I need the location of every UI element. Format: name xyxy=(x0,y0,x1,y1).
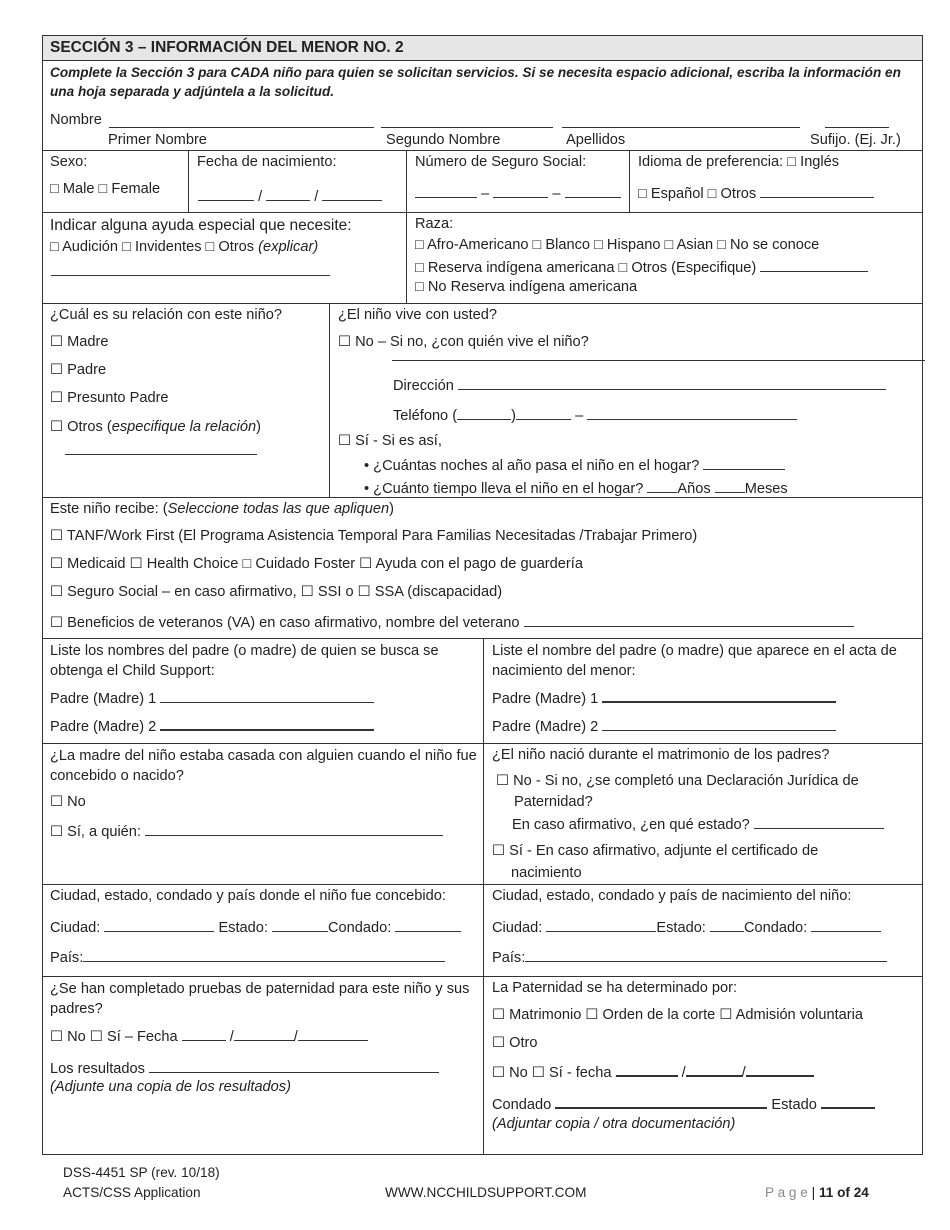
veteran-name-field[interactable] xyxy=(524,612,854,627)
born-marriage-question: ¿El niño nació durante el matrimonio de los padres? xyxy=(492,747,830,763)
race-options-3[interactable]: □ No Reserva indígena americana xyxy=(415,279,638,295)
mother-married-no[interactable]: ☐ No xyxy=(50,794,86,810)
conceived-cell xyxy=(43,885,483,976)
parents-birth-2-field[interactable] xyxy=(602,716,836,731)
born-marriage-state-field[interactable] xyxy=(754,814,884,829)
benefits-label: Este niño recibe: (Seleccione todas las que apliquen) xyxy=(50,501,395,517)
footer-website: WWW.NCCHILDSUPPORT.COM xyxy=(385,1185,587,1200)
marriage-row xyxy=(43,743,922,884)
time-in-home: • ¿Cuánto tiempo lleva el niño en el hogar? Años Meses xyxy=(364,478,788,498)
conceived-country: País: xyxy=(50,947,445,967)
race-cell xyxy=(406,213,922,303)
footer-form-id: DSS-4451 SP (rev. 10/18) xyxy=(63,1165,220,1180)
ssn-label: Número de Seguro Social: xyxy=(415,154,587,170)
parents-row xyxy=(43,638,922,743)
born-cell xyxy=(483,885,922,976)
demographics-row xyxy=(43,150,922,212)
paternity-tests-question: ¿Se han completado pruebas de paternidad para este niño y sus padres? xyxy=(50,981,470,1017)
relationship-putative-father[interactable]: ☐ Presunto Padre xyxy=(50,390,169,406)
section-3-form xyxy=(42,35,923,1155)
relationship-mother[interactable]: ☐ Madre xyxy=(50,334,109,350)
footer-app-name: ACTS/CSS Application xyxy=(63,1185,201,1200)
born-country: País: xyxy=(492,947,887,967)
paternity-determined-cell xyxy=(483,977,922,1154)
name-label: Nombre xyxy=(50,112,102,128)
special-help-cell xyxy=(43,213,406,303)
benefit-social-security[interactable]: ☐ Seguro Social – en caso afirmativo, ☐ SSI o ☐ SSA (discapacidad) xyxy=(50,584,503,600)
nights-per-year: • ¿Cuántas noches al año pasa el niño en el hogar? xyxy=(364,455,785,475)
ssn-cell xyxy=(406,151,629,212)
benefit-veterans[interactable]: ☐ Beneficios de veteranos (VA) en caso afirmativo, nombre del veterano xyxy=(50,612,854,632)
lives-with-phone: Teléfono ( ) – xyxy=(393,405,797,425)
paternity-determined-date[interactable]: ☐ No ☐ Sí - fecha / / xyxy=(492,1062,814,1082)
mother-married-yes[interactable]: ☐ Sí, a quién: xyxy=(50,821,443,841)
relationship-other-field[interactable] xyxy=(65,454,257,455)
ssn-field[interactable]: – – xyxy=(415,183,621,203)
sex-label: Sexo: xyxy=(50,154,88,170)
suffix-caption: Sufijo. (Ej. Jr.) xyxy=(810,132,901,148)
mother-married-question: ¿La madre del niño estaba casada con alguien cuando el niño fue concebido o nacido? xyxy=(50,748,477,784)
special-help-label: Indicar alguna ayuda especial que necesite: xyxy=(50,217,352,234)
section-instructions: Complete la Sección 3 para CADA niño para quien se solicitan servicios. Si se necesita espacio adicional, escriba la información en una hoja separada y adjúntela a la solicitud. xyxy=(50,65,901,99)
born-country-field[interactable] xyxy=(525,947,887,962)
relationship-row xyxy=(43,303,922,497)
paternity-results: Los resultados xyxy=(50,1058,439,1078)
conceived-country-field[interactable] xyxy=(83,947,445,962)
paternity-determined-other[interactable]: ☐ Otro xyxy=(492,1035,538,1051)
name-block xyxy=(43,60,922,150)
lives-with-no[interactable]: ☐ No – Si no, ¿con quién vive el niño? xyxy=(338,334,589,350)
parents-sought-label: Liste los nombres del padre (o madre) de quien se busca se obtenga el Child Support: xyxy=(50,643,439,679)
relationship-other[interactable]: ☐ Otros (especifique la relación) xyxy=(50,419,262,435)
parents-birth-label: Liste el nombre del padre (o madre) que aparece en el acta de nacimiento del menor: xyxy=(492,643,897,679)
sex-options[interactable]: □ Male □ Female xyxy=(50,181,161,197)
paternity-tests-cell xyxy=(43,977,483,1154)
parents-sought-2-field[interactable] xyxy=(160,716,374,731)
race-options-1[interactable]: □ Afro-Americano □ Blanco □ Hispano □ Asian □ No se conoce xyxy=(415,237,820,253)
parents-sought-cell xyxy=(43,639,483,743)
lives-with-address-field[interactable] xyxy=(458,375,886,390)
benefit-medicaid[interactable]: ☐ Medicaid ☐ Health Choice □ Cuidado Foster ☐ Ayuda con el pago de guardería xyxy=(50,556,583,572)
benefit-tanf[interactable]: ☐ TANF/Work First (El Programa Asistencia Temporal Para Familias Necesitadas /Trabajar Primero) xyxy=(50,528,698,544)
parents-birth-cell xyxy=(483,639,922,743)
lives-with-yes[interactable]: ☐ Sí - Si es así, xyxy=(338,433,442,449)
special-help-options[interactable]: □ Audición □ Invidentes □ Otros (explicar) xyxy=(50,239,319,255)
lives-with-cell xyxy=(329,304,922,497)
relationship-father[interactable]: ☐ Padre xyxy=(50,362,107,378)
conceived-label: Ciudad, estado, condado y país donde el niño fue concebido: xyxy=(50,888,446,904)
race-label: Raza: xyxy=(415,216,454,232)
parents-sought-1-field[interactable] xyxy=(160,688,374,703)
parents-birth-1-field[interactable] xyxy=(602,688,836,703)
relationship-cell xyxy=(43,304,329,497)
relationship-question: ¿Cuál es su relación con este niño? xyxy=(50,307,283,323)
born-city-state-county: Ciudad: Estado: Condado: xyxy=(492,917,881,937)
mother-married-to-field[interactable] xyxy=(145,821,443,836)
last-name-field[interactable] xyxy=(562,127,800,128)
first-name-caption: Primer Nombre xyxy=(108,132,207,148)
conceived-city-state-county: Ciudad: Estado: Condado: xyxy=(50,917,461,937)
suffix-field[interactable] xyxy=(825,127,889,128)
footer-page-number: P a g e | 11 of 24 xyxy=(765,1185,869,1200)
parents-sought-2: Padre (Madre) 2 xyxy=(50,716,374,736)
born-marriage-cell xyxy=(483,744,922,884)
first-name-field[interactable] xyxy=(109,127,374,128)
race-options-2[interactable]: □ Reserva indígena americana □ Otros (Especifique) xyxy=(415,257,868,277)
parents-sought-1: Padre (Madre) 1 xyxy=(50,688,374,708)
section-title: SECCIÓN 3 – INFORMACIÓN DEL MENOR NO. 2 xyxy=(43,36,922,60)
paternity-results-field[interactable] xyxy=(149,1058,439,1073)
born-marriage-no[interactable]: ☐ No - Si no, ¿se completó una Declaración Jurídica de xyxy=(496,773,859,789)
paternity-determined-label: La Paternidad se ha determinado por: xyxy=(492,980,738,996)
location-row xyxy=(43,884,922,976)
lives-with-question: ¿El niño vive con usted? xyxy=(338,307,497,323)
born-marriage-state: En caso afirmativo, ¿en qué estado? xyxy=(512,814,884,834)
paternity-results-attach: (Adjunte una copia de los resultados) xyxy=(50,1079,291,1095)
middle-name-caption: Segundo Nombre xyxy=(386,132,501,148)
middle-name-field[interactable] xyxy=(381,127,553,128)
parents-birth-1: Padre (Madre) 1 xyxy=(492,688,836,708)
special-help-explain-field[interactable] xyxy=(51,275,330,276)
language-label[interactable]: Idioma de preferencia: □ Inglés xyxy=(638,154,840,170)
paternity-determined-attach: (Adjuntar copia / otra documentación) xyxy=(492,1116,736,1132)
born-marriage-yes-cont: nacimiento xyxy=(511,865,582,881)
last-name-caption: Apellidos xyxy=(566,132,626,148)
paternity-row xyxy=(43,976,922,1154)
language-options[interactable]: □ Español □ Otros xyxy=(638,183,874,203)
paternity-tests-options[interactable]: ☐ No ☐ Sí – Fecha / / xyxy=(50,1026,368,1046)
benefits-row xyxy=(43,497,922,638)
born-marriage-yes[interactable]: ☐ Sí - En caso afirmativo, adjunte el certificado de xyxy=(492,843,819,859)
dob-cell xyxy=(188,151,406,212)
paternity-determined-county-state: Condado Estado xyxy=(492,1094,875,1114)
born-label: Ciudad, estado, condado y país de nacimiento del niño: xyxy=(492,888,852,904)
sex-cell xyxy=(43,151,188,212)
parents-birth-2: Padre (Madre) 2 xyxy=(492,716,836,736)
dob-label: Fecha de nacimiento: xyxy=(197,154,337,170)
language-cell xyxy=(629,151,922,212)
help-race-row xyxy=(43,212,922,303)
paternity-determined-options[interactable]: ☐ Matrimonio ☐ Orden de la corte ☐ Admisión voluntaria xyxy=(492,1007,864,1023)
lives-with-name-field[interactable] xyxy=(392,360,925,361)
born-marriage-no-cont: Paternidad? xyxy=(514,794,593,810)
lives-with-address: Dirección xyxy=(393,375,886,395)
mother-married-cell xyxy=(43,744,483,884)
dob-field[interactable]: / / xyxy=(198,186,382,206)
